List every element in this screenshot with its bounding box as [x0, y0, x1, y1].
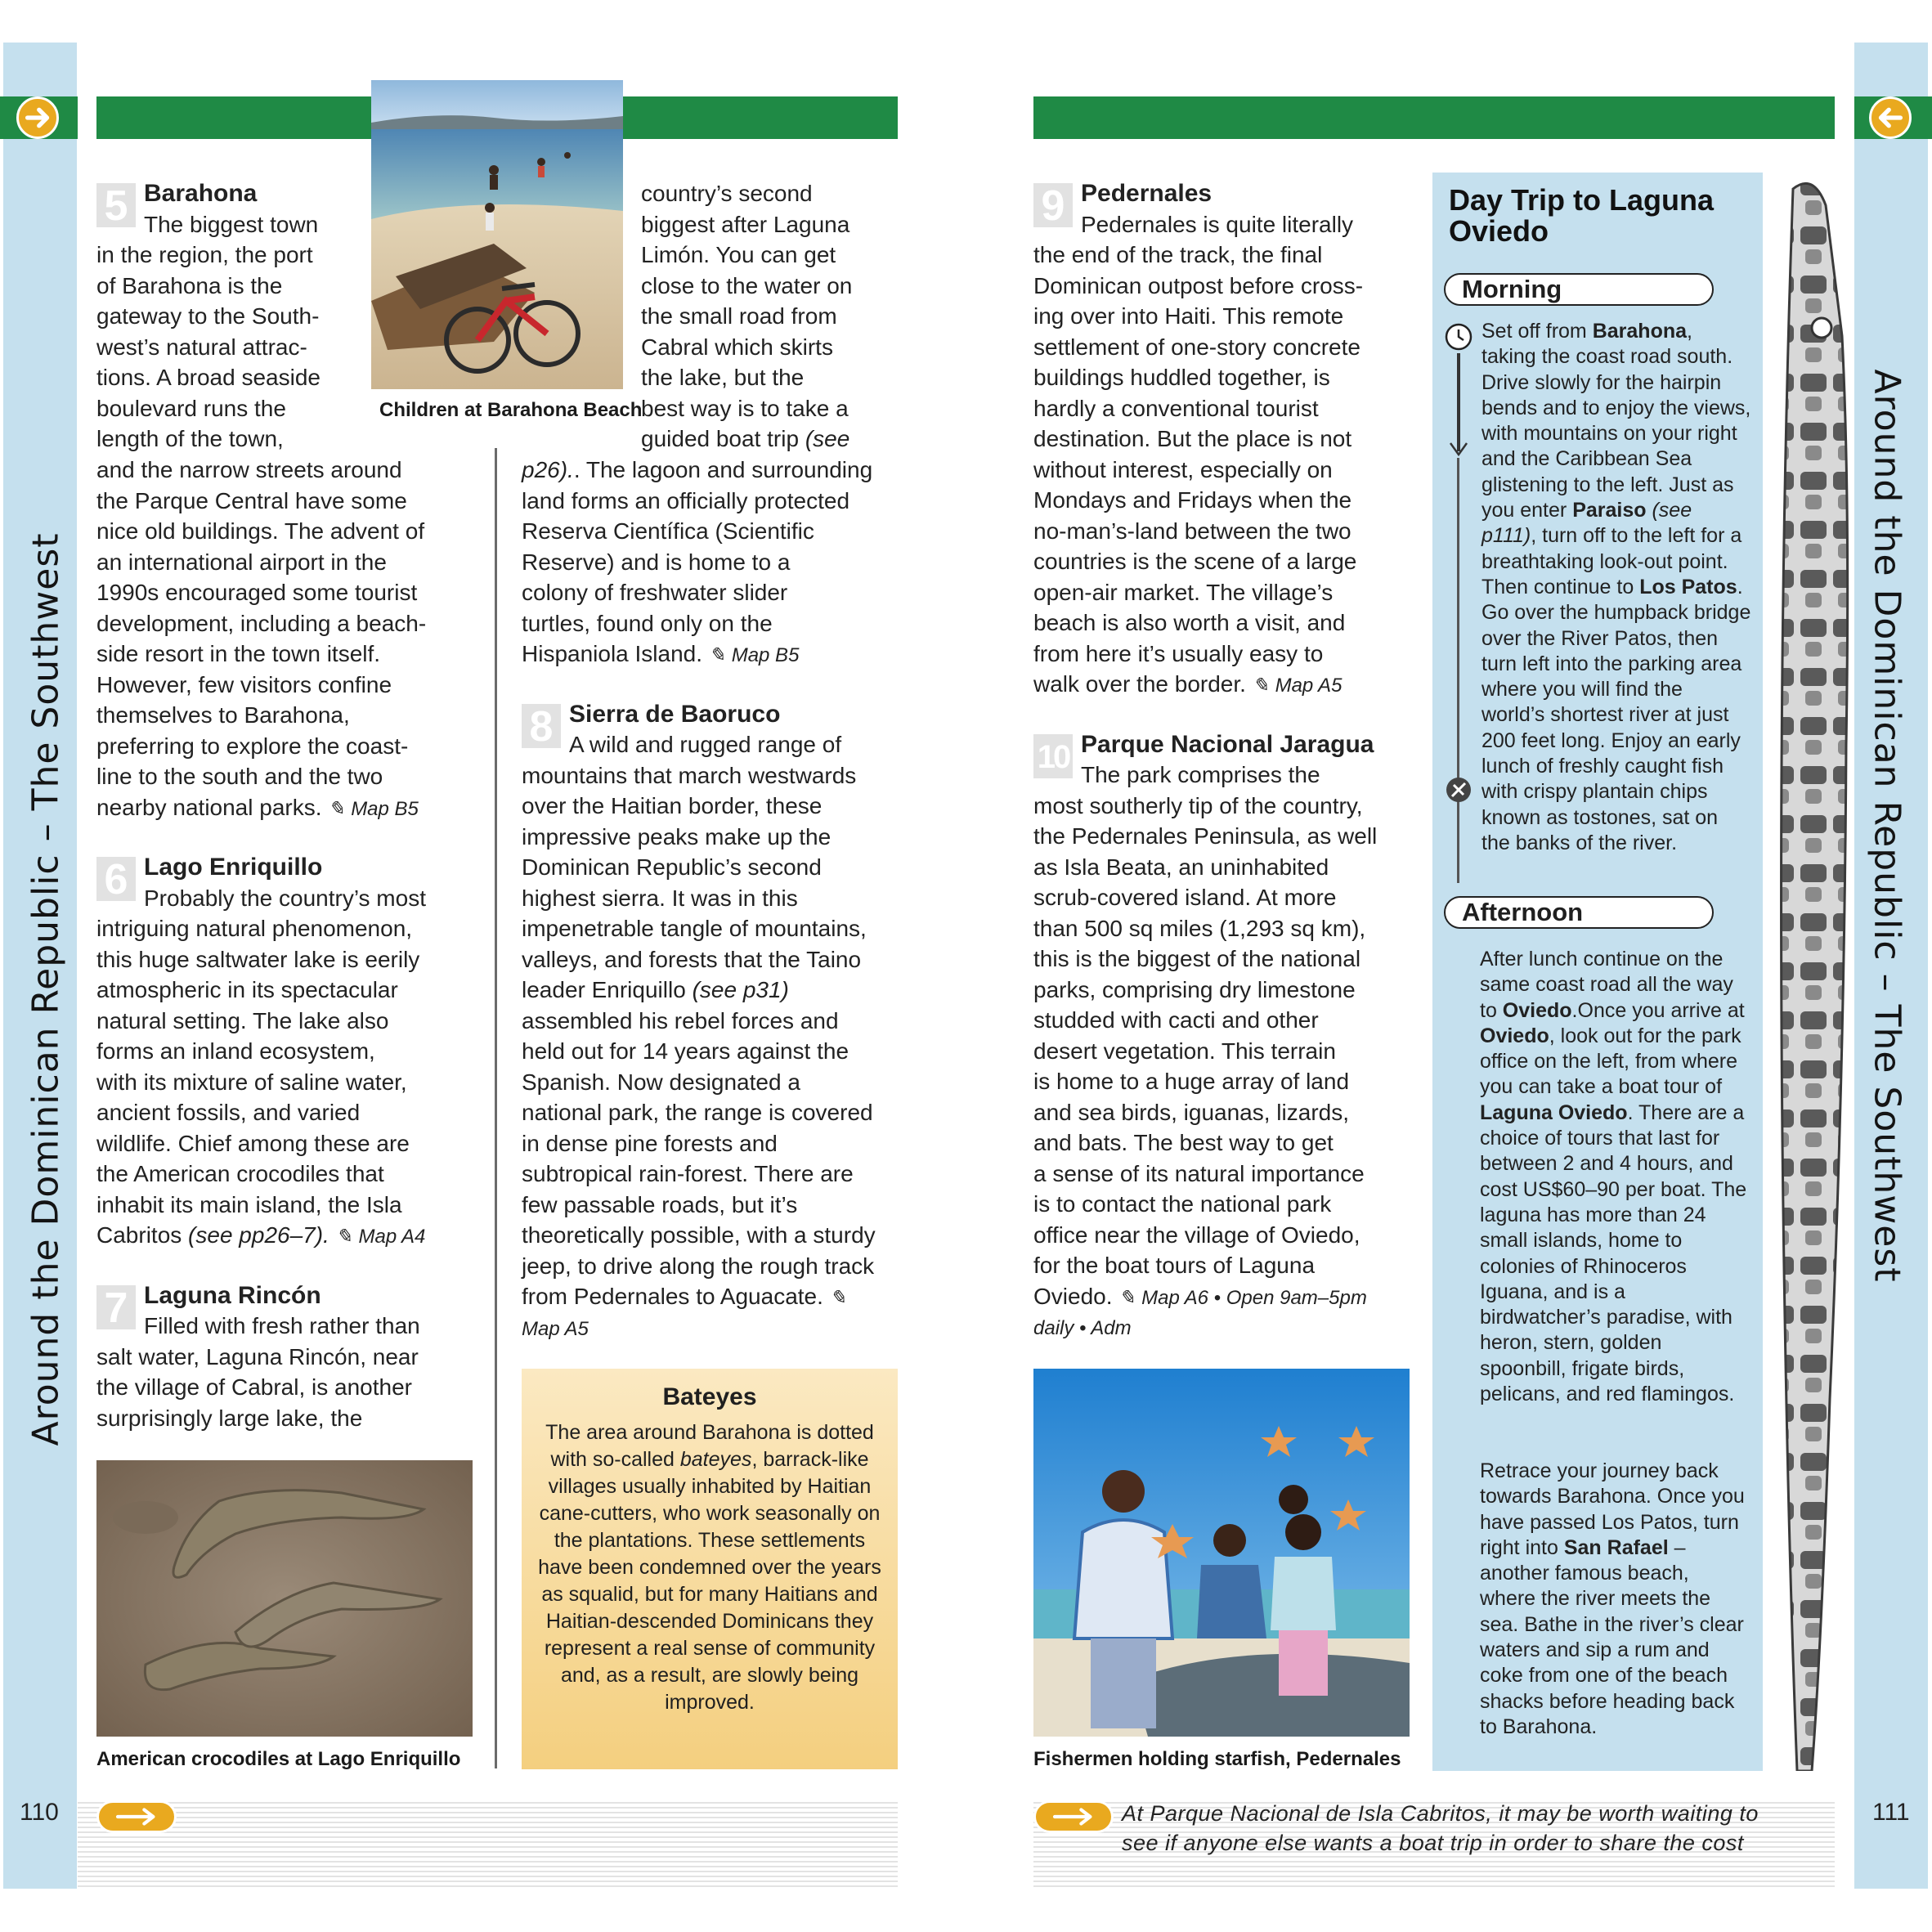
text-line: turtles, found only on the — [522, 610, 773, 636]
place-name: Oviedo — [1502, 998, 1572, 1022]
text-line: natural setting. The lake also — [96, 1007, 389, 1033]
footer-tip-line: At Parque Nacional de Isla Cabritos, it may be worth waiting to — [1122, 1801, 1759, 1826]
day-trip-title-line: Oviedo — [1449, 214, 1549, 248]
text-line: office near the village of Oviedo, — [1033, 1222, 1360, 1248]
text-line: settlement of one-story concrete — [1033, 334, 1360, 360]
text-span: After lunch continue on the same coast road all the way to — [1480, 948, 1733, 1022]
text-line: countries is the scene of a large — [1033, 549, 1357, 574]
text-line: Filled with fresh rather than — [144, 1313, 420, 1338]
cross-reference: (see — [805, 426, 850, 451]
map-pin-icon: ✎ — [1252, 675, 1269, 697]
caption-fishermen: Fishermen holding starfish, Pedernales — [1033, 1748, 1401, 1770]
entry-title-pedernales: Pedernales — [1081, 180, 1213, 207]
text-line: west’s natural attrac- — [96, 334, 307, 360]
entry-pedernales — [1033, 178, 1418, 1344]
text-line: in dense pine forests and — [522, 1130, 778, 1156]
morning-text — [1481, 319, 1751, 856]
text-line: The park comprises the — [1081, 762, 1320, 787]
clock-icon — [1444, 322, 1473, 352]
text-line: this is the biggest of the national — [1033, 946, 1361, 971]
afternoon-text — [1480, 947, 1750, 1407]
place-name: Oviedo — [1480, 1024, 1549, 1047]
text-line: development, including a beach- — [96, 610, 427, 636]
text-line: over the Haitian border, these — [522, 793, 823, 818]
footer-tip-line: see if anyone else wants a boat trip in order to share the cost — [1122, 1831, 1744, 1855]
text-line: Mondays and Fridays when the — [1033, 487, 1352, 513]
text-line: Reserva Científica (Scientific — [522, 518, 814, 544]
text-line: line to the south and the two — [96, 764, 383, 789]
text-line: from Pedernales to Aguacate. — [522, 1284, 823, 1309]
text-line: with its mixture of saline water, — [96, 1069, 407, 1095]
entry-title-parque-nacional-jaragua: Parque Nacional Jaragua — [1081, 730, 1374, 758]
entry-number-8: 8 — [522, 704, 561, 748]
bateyes-title: Bateyes — [662, 1383, 757, 1410]
entry-laguna-rincon-cont — [522, 455, 906, 1344]
text-line: atmospheric in its spectacular — [96, 977, 398, 1002]
text-line: than 500 sq miles (1,293 sq km), — [1033, 915, 1366, 941]
map-reference: Map A5 — [1275, 675, 1343, 697]
entry-number-7: 7 — [96, 1285, 136, 1329]
text-line: forms an inland ecosystem, — [96, 1038, 375, 1064]
map-pin-icon: ✎ — [1118, 1286, 1136, 1309]
text-line: . The lagoon and surrounding — [573, 457, 873, 482]
caption-crocodiles: American crocodiles at Lago Enriquillo — [96, 1748, 461, 1770]
text-line: beach is also worth a visit, and — [1033, 610, 1346, 635]
text-line: in the region, the port — [96, 242, 313, 267]
text-line: 1990s encouraged some tourist — [96, 580, 418, 605]
map-reference: Map A5 — [522, 1317, 589, 1340]
text-line: the Pedernales Peninsula, as well — [1033, 823, 1378, 849]
map-pin-icon: ✎ — [708, 644, 725, 666]
entry-title-barahona: Barahona — [144, 180, 258, 207]
map-pin-icon: ✎ — [328, 797, 345, 820]
entry-number-10: 10 — [1033, 734, 1073, 778]
text-line: Spanish. Now designated a — [522, 1069, 800, 1095]
entry-title-lago-enriquillo: Lago Enriquillo — [144, 854, 323, 881]
text-line: leader Enriquillo — [522, 977, 686, 1002]
side-title-left: Around the Dominican Republic – The Southwest — [25, 532, 67, 1446]
arrow-right-icon[interactable] — [16, 96, 59, 139]
text-line: this huge saltwater lake is eerily — [96, 946, 420, 972]
text-line: is to contact the national park — [1033, 1191, 1332, 1217]
page-number-right: 111 — [1872, 1799, 1910, 1826]
side-title-right: Around the Dominican Republic – The Southwest — [1866, 369, 1908, 1283]
text-line: desert vegetation. This terrain — [1033, 1038, 1336, 1064]
text-line: themselves to Barahona, — [96, 702, 350, 728]
text-line: valleys, and forests that the Taino — [522, 946, 862, 972]
text-line: parks, comprising dry limestone — [1033, 976, 1356, 1002]
text-line: and sea birds, iguanas, lizards, — [1033, 1099, 1349, 1125]
text-line: mountains that march westwards — [522, 762, 857, 788]
page-number-left: 110 — [20, 1799, 59, 1826]
map-reference: Map B5 — [351, 797, 419, 820]
text-line: inhabit its main island, the Isla — [96, 1191, 402, 1217]
text-line: A wild and rugged range of — [569, 732, 842, 757]
text-span: – another famous beach, where the river meets the sea. Bathe in the river’s clear waters and sip a rum and coke from one of the beach shacks before heading back to Barahona. — [1480, 1535, 1744, 1738]
text-line: Limón. You can get — [641, 242, 836, 267]
header-bar-right — [1033, 96, 1835, 139]
text-line: and the narrow streets around — [96, 457, 402, 482]
return-text — [1480, 1459, 1750, 1740]
text-line: national park, the range is covered — [522, 1100, 873, 1125]
text-line: hardly a conventional tourist — [1033, 395, 1319, 421]
entry-number-6: 6 — [96, 857, 136, 901]
text-line: walk over the border. — [1033, 671, 1246, 697]
arrow-right-icon — [1033, 1800, 1114, 1833]
text-line: and bats. The best way to get — [1033, 1130, 1334, 1155]
entry-title-sierra-de-baoruco: Sierra de Baoruco — [569, 700, 781, 728]
photo-barahona-beach — [371, 80, 623, 389]
text-line: tions. A broad seaside — [96, 365, 321, 390]
text-line: Probably the country’s most — [144, 885, 426, 911]
text-line: for the boat tours of Laguna — [1033, 1253, 1316, 1278]
text-line: the lake, but the — [641, 365, 805, 390]
photo-fishermen — [1033, 1369, 1410, 1737]
text-line: subtropical rain-forest. There are — [522, 1161, 854, 1186]
text-line: scrub-covered island. At more — [1033, 885, 1337, 910]
text-line: destination. But the place is not — [1033, 426, 1352, 451]
text-line: wildlife. Chief among these are — [96, 1130, 410, 1156]
timeline-line — [1457, 353, 1460, 451]
text-line: highest sierra. It was in this — [522, 885, 798, 911]
text-line: Hispaniola Island. — [522, 641, 703, 666]
text-line: few passable roads, but it’s — [522, 1191, 798, 1217]
lunch-icon — [1444, 775, 1473, 805]
entry-laguna-rincon-cont-top — [641, 178, 903, 455]
map-pin-icon: ✎ — [335, 1226, 352, 1248]
place-name: San Rafael — [1563, 1535, 1669, 1559]
cross-reference: (see pp26–7). — [188, 1222, 329, 1248]
text-line: However, few visitors confine — [96, 671, 392, 697]
column-divider — [495, 448, 497, 1768]
timeline-arrow-icon — [1449, 442, 1468, 456]
place-name: Laguna Oviedo — [1480, 1100, 1628, 1124]
map-reference: Map A6 • Open 9am–5pm — [1141, 1286, 1367, 1309]
text-line: without interest, especially on — [1033, 456, 1333, 482]
text-line: colony of freshwater slider — [522, 580, 788, 605]
text-line: jeep, to drive along the rough track — [522, 1253, 875, 1279]
text-line: side resort in the town itself. — [96, 641, 381, 666]
text-line: most southerly tip of the country, — [1033, 792, 1363, 818]
text-span: .Once you arrive at — [1571, 998, 1745, 1022]
text-span: , turn off to the left for a breathtaking look-out point. Then continue to — [1481, 524, 1742, 598]
cross-reference: (see p111) — [1481, 499, 1692, 548]
text-line: Dominican outpost before cross- — [1033, 272, 1364, 298]
text-span: bateyes — [679, 1448, 752, 1471]
place-name: Barahona — [1592, 320, 1688, 343]
text-line: impressive peaks make up the — [522, 823, 832, 849]
text-line: Reserve) and is home to a — [522, 549, 791, 575]
photo-crocodiles — [96, 1460, 473, 1737]
text-line: ancient fossils, and varied — [96, 1100, 361, 1125]
text-line: boulevard runs the — [96, 395, 286, 421]
text-line: of Barahona is the — [96, 272, 283, 298]
cross-reference: p26). — [522, 457, 574, 482]
text-line: the American crocodiles that — [96, 1161, 384, 1186]
text-line: as Isla Beata, an uninhabited — [1033, 854, 1329, 880]
text-line: a sense of its natural importance — [1033, 1160, 1365, 1186]
text-line: no-man’s-land between the two — [1033, 518, 1352, 544]
text-line: is home to a huge array of land — [1033, 1069, 1350, 1094]
text-line: preferring to explore the coast- — [96, 733, 409, 759]
footer-tip — [1122, 1799, 1759, 1858]
text-span: Set off from — [1481, 320, 1593, 343]
crocodile-illustration — [1764, 173, 1854, 1771]
text-line: the Parque Central have some — [96, 487, 407, 513]
text-line: biggest after Laguna — [641, 211, 850, 237]
text-line: the village of Cabral, is another — [96, 1374, 412, 1400]
text-line: country’s second — [641, 181, 813, 206]
caption-beach: Children at Barahona Beach — [379, 399, 643, 421]
map-reference: Map A4 — [358, 1226, 426, 1248]
text-line: salt water, Laguna Rincón, near — [96, 1343, 419, 1369]
text-line: impenetrable tangle of mountains, — [522, 916, 867, 941]
day-trip-title-line: Day Trip to Laguna — [1449, 183, 1715, 217]
entry-title-laguna-rincon: Laguna Rincón — [144, 1281, 321, 1309]
map-reference: daily • Adm — [1033, 1317, 1132, 1339]
map-pin-icon: ✎ — [829, 1287, 846, 1309]
text-span: , taking the coast road south. Drive slowly for the hairpin bends and to enjoy the views, with mountains on your right and the Caribbean Sea glistening to the left. Just as you enter — [1481, 320, 1751, 522]
entry-number-9: 9 — [1033, 183, 1073, 227]
text-line: intriguing natural phenomenon, — [96, 916, 413, 941]
text-line: close to the water on — [641, 272, 853, 298]
text-line: nice old buildings. The advent of — [96, 518, 425, 544]
section-label-afternoon: Afternoon — [1444, 896, 1714, 929]
text-line: surprisingly large lake, the — [96, 1405, 363, 1431]
cross-reference: (see p31) — [692, 977, 789, 1002]
text-line: best way is to take a — [641, 395, 849, 421]
text-line: ing over into Haiti. This remote — [1033, 303, 1344, 329]
text-span: Retrace your journey back towards Barahona. Once you have passed Los Patos, turn right into — [1480, 1459, 1745, 1559]
entry-number-5: 5 — [96, 183, 136, 227]
text-line: the end of the track, the final — [1033, 242, 1323, 267]
text-line: Cabritos — [96, 1222, 182, 1248]
text-line: studded with cacti and other — [1033, 1007, 1319, 1033]
timeline-line — [1457, 458, 1459, 883]
entry-barahona — [96, 178, 374, 455]
place-name: Los Patos — [1639, 575, 1737, 598]
text-line: Dominican Republic’s second — [522, 854, 822, 880]
text-line: The biggest town — [144, 211, 319, 237]
text-span: . There are a choice of tours that last for between 2 and 4 hours, and cost US$60–90 per boat. The laguna has more than 24 small islands, home to colonies of Rhinoceros Iguana, and is a birdwatcher’s paradise, with heron, stern, golden spoonbill, frigate birds, pelicans, and red flamingos. — [1480, 1100, 1747, 1406]
bateyes-text — [538, 1419, 881, 1716]
text-line: land forms an officially protected — [522, 487, 850, 513]
map-reference: Map B5 — [731, 644, 800, 666]
text-line: the small road from — [641, 303, 837, 329]
text-span: . Go over the humpback bridge over the River Patos, then turn left into the parking area where you will find the world’s shortest river at just 200 feet long. Enjoy an early lunch of freshly caught fish with crispy plantain chips known as tostones, sat on the banks of the river. — [1481, 575, 1751, 854]
text-span: , look out for the park office on the left, from where you can take a boat tour of — [1480, 1024, 1741, 1099]
text-line: buildings huddled together, is — [1033, 365, 1330, 390]
text-line: Oviedo. — [1033, 1283, 1113, 1309]
text-line: length of the town, — [96, 426, 284, 451]
arrow-left-icon[interactable] — [1869, 96, 1912, 139]
text-line: from here it’s usually easy to — [1033, 640, 1324, 666]
section-label-morning: Morning — [1444, 273, 1714, 306]
day-trip-title — [1449, 185, 1714, 247]
text-line: guided boat trip — [641, 426, 800, 451]
text-span: The area around Barahona is dotted with so-called — [545, 1421, 874, 1471]
bateyes-box — [522, 1369, 898, 1769]
text-span: , barrack-like villages usually inhabited by Haitian cane-cutters, who work seasonally on the plantations. These settlements have been condemned over the years as squalid, but for many Haitians and Haitian-descended Dominicans they represent a real sense of community and, as a result, are slowly being improved. — [538, 1448, 881, 1714]
text-line: held out for 14 years against the — [522, 1038, 849, 1064]
text-line: open-air market. The village’s — [1033, 579, 1334, 605]
entry-barahona-cont — [96, 455, 481, 1433]
text-line: Pedernales is quite literally — [1081, 211, 1354, 237]
text-line: nearby national parks. — [96, 794, 322, 820]
place-name: Paraiso — [1572, 499, 1647, 522]
text-line: Cabral which skirts — [641, 334, 833, 360]
arrow-right-icon — [96, 1800, 177, 1833]
text-line: gateway to the South- — [96, 303, 320, 329]
footer-bar-left — [78, 1799, 898, 1889]
text-line: an international airport in the — [96, 549, 387, 575]
text-line: assembled his rebel forces and — [522, 1007, 839, 1033]
text-line: theoretically possible, with a sturdy — [522, 1222, 876, 1248]
